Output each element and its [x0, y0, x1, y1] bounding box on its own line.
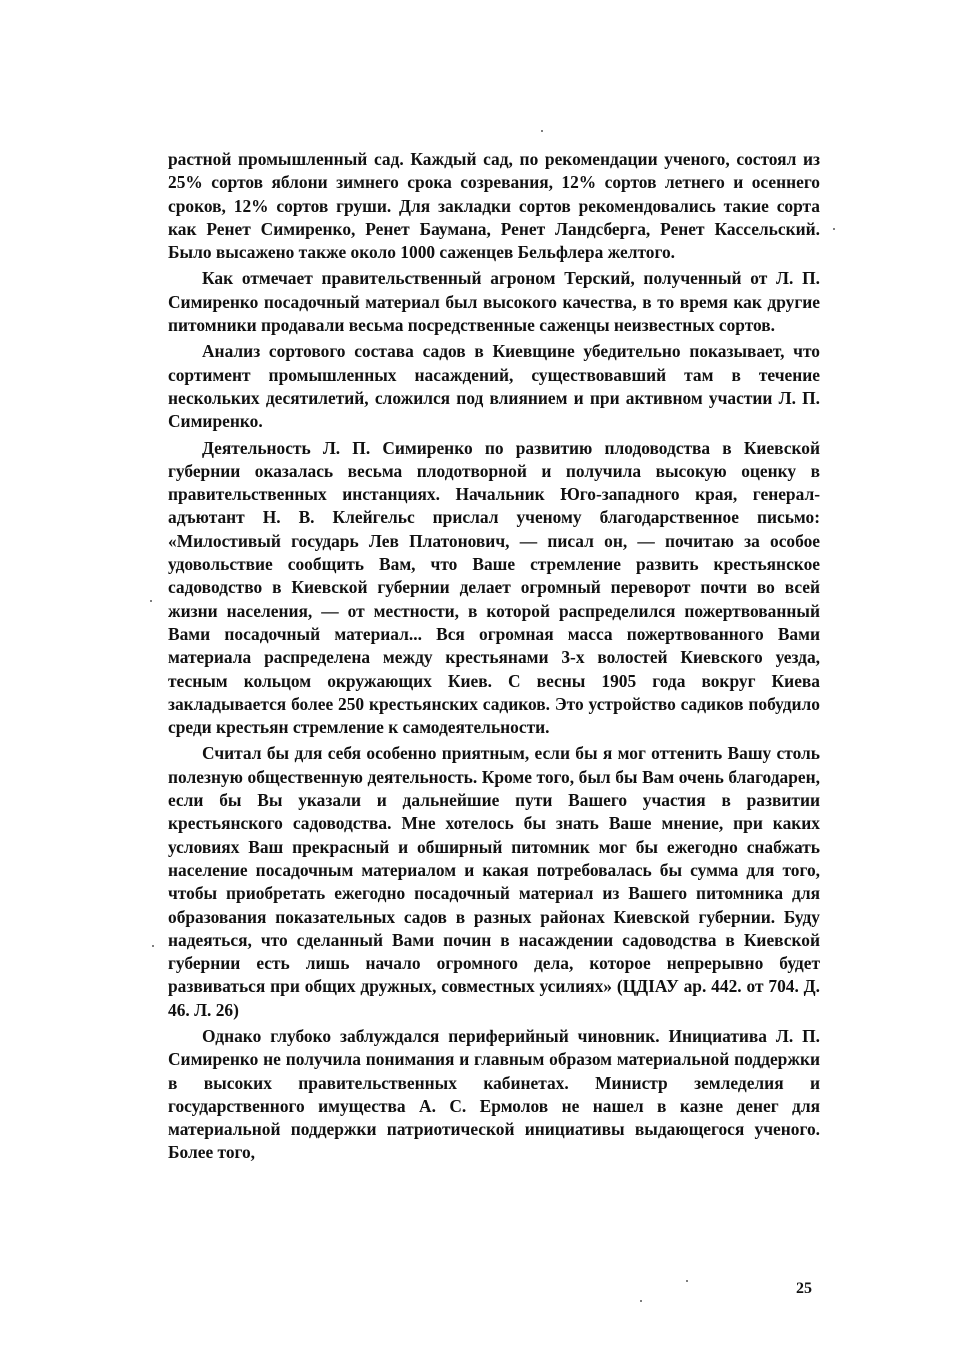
scan-speck [150, 600, 152, 602]
scan-speck [152, 945, 154, 947]
body-text [168, 148, 820, 1168]
paragraph-1: растной промышленный сад. Каждый сад, по рекомендации ученого, состоял из 25% сортов яблони зимнего срока созревания, 12% сортов летнего и осеннего сроков, 12% сортов груши. Для закладки сортов рекомендовались такие сорта как Ренет Симиренко, Ренет Баумана, Ренет Ландсберга, Ренет Кассельский. Было высажено также около 1000 саженцев Бельфлера желтого. [168, 149, 820, 263]
paragraph-6: Однако глубоко заблуждался периферийный чиновник. Инициатива Л. П. Симиренко не получила понимания и главным образом материальной поддержки в высоких правительственных кабинетах. Министр земледелия и государственного имущества А. С. Ермолов не нашел в казне денег для материальной поддержки патриотической инициативы выдающегося ученого. Более того, [168, 1025, 820, 1163]
page-number: 25 [796, 1280, 812, 1297]
scan-speck [541, 130, 543, 132]
scan-speck [640, 1300, 642, 1302]
paragraph-2: Как отмечает правительственный агроном Терский, полученный от Л. П. Симиренко посадочный материал был высокого качества, в то время как другие питомники продавали весьма посредственные саженцы неизвестных сортов. [168, 268, 820, 336]
paragraph-3: Анализ сортового состава садов в Киевщине убедительно показывает, что сортимент промышленных насаждений, существовавший там в течение нескольких десятилетий, сложился под влиянием и при активном участии Л. П. Симиренко. [168, 341, 820, 432]
scan-speck [833, 228, 835, 230]
paragraph-4: Деятельность Л. П. Симиренко по развитию плодоводства в Киевской губернии оказалась весьма плодотворной и получила высокую оценку в правительственных инстанциях. Начальник Юго-западного края, генерал-адъютант Н. В. Клейгельс прислал ученому благодарственное письмо: «Милостивый государь Лев Платонович, — писал он, — почитаю за особое удовольствие сообщить Вам, что Ваше стремление развить крестьянское садоводство в Киевской губернии делает огромный переворот почти во всей жизни населения, — от местности, в которой распределился пожертвованный Вами посадочный материал... Вся огромная масса пожертвованного Вами материала распределена между крестьянами 3-х волостей Киевского уезда, тесным кольцом окружающих Киев. С весны 1905 года вокруг Киева закладывается более 250 крестьянских садиков. Это устройство садиков побудило среди крестьян стремление к самодеятельности. [168, 437, 820, 738]
scan-speck [686, 1280, 688, 1282]
paragraph-5: Считал бы для себя особенно приятным, если бы я мог оттенить Вашу столь полезную общественную деятельность. Кроме того, был бы Вам очень благодарен, если бы Вы указали и дальнейшие пути Вашего участия в развитии крестьянского садоводства. Мне хотелось бы знать Ваше мнение, при каких условиях Ваш прекрасный и обширный питомник мог бы ежегодно снабжать население посадочным материалом и какая потребовалась бы сумма для того, чтобы приобретать ежегодно посадочный материал из Вашего питомника для образования показательных садов в разных районах Киевской губернии. Буду надеяться, что сделанный Вами почин в насаждении садоводства в Киевской губернии есть лишь начало огромного дела, которое непрерывно будет развиваться при общих дружных, совместных усилиях» (ЦДІАУ ар. 442. от 704. Д. 46. Л. 26) [168, 743, 820, 1020]
